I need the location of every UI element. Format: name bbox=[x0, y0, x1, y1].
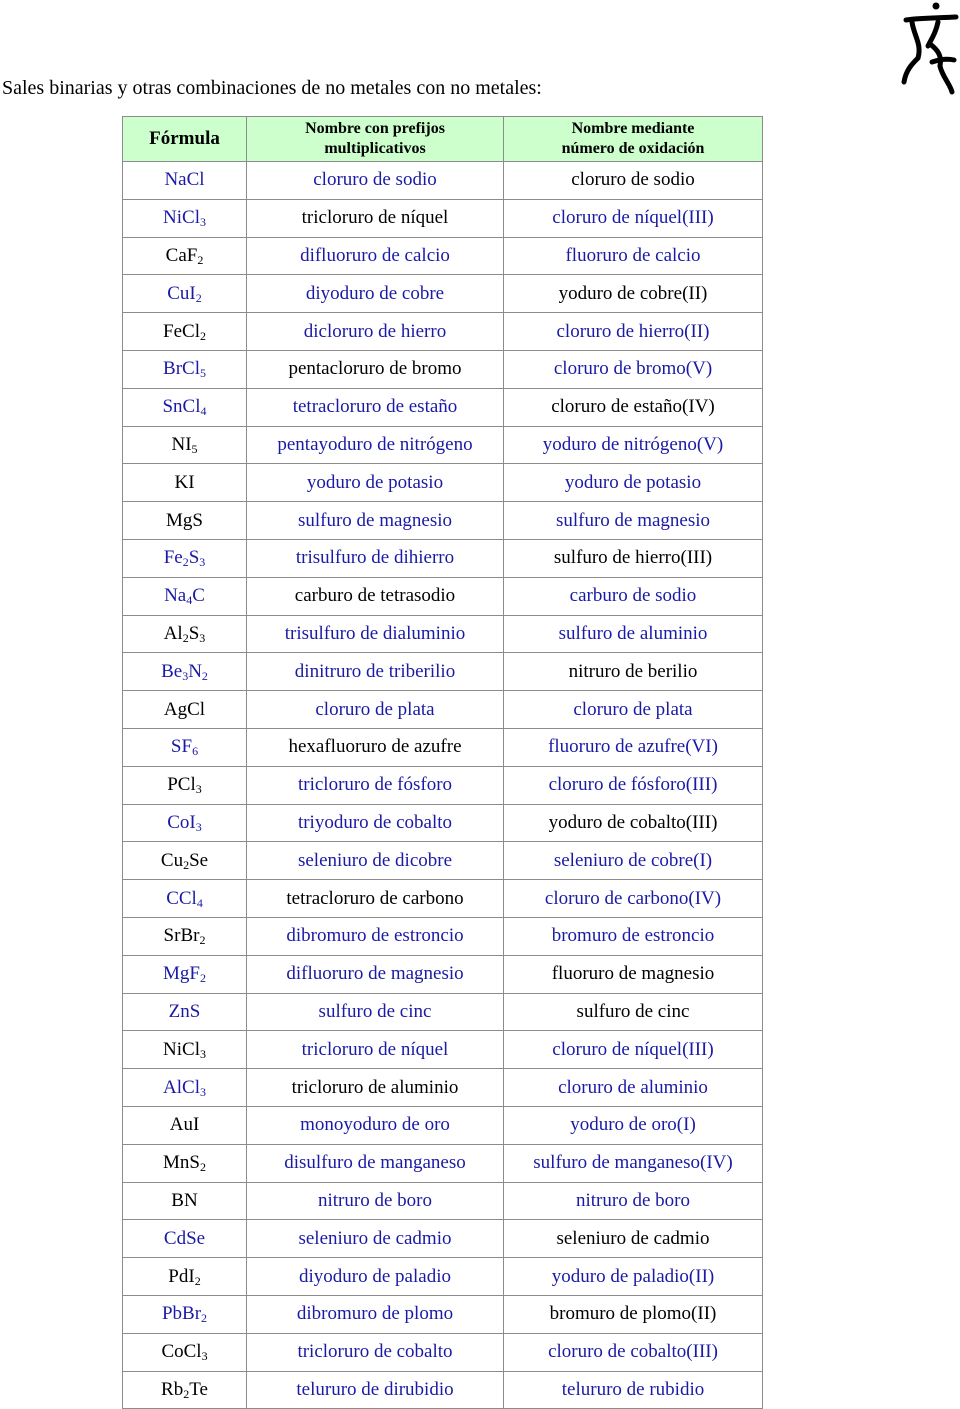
formula-symbol: BN bbox=[171, 1189, 198, 1211]
formula-cell bbox=[123, 1144, 247, 1182]
formula-cell bbox=[123, 1106, 247, 1144]
salts-table bbox=[122, 116, 763, 1409]
formula-cell bbox=[123, 502, 247, 540]
header-prefix-line2: multiplicativos bbox=[324, 140, 426, 157]
formula-cell bbox=[123, 766, 247, 804]
formula-subscript: 3 bbox=[195, 819, 202, 834]
formula-cell bbox=[123, 313, 247, 351]
table-row bbox=[123, 917, 763, 955]
formula-subscript: 3 bbox=[199, 215, 206, 230]
formula-symbol: Al bbox=[163, 622, 183, 644]
oxidation-name-cell: bromuro de estroncio bbox=[504, 917, 763, 955]
formula-symbol: MgF bbox=[163, 963, 200, 985]
formula-subscript: 4 bbox=[196, 895, 203, 910]
formula-cell bbox=[123, 162, 247, 200]
formula-symbol: Rb bbox=[161, 1378, 184, 1400]
formula-cell bbox=[123, 539, 247, 577]
table-row bbox=[123, 237, 763, 275]
formula-symbol: S bbox=[188, 622, 200, 644]
header-oxidation-line1: Nombre mediante bbox=[571, 120, 695, 137]
oxidation-name-cell: fluoruro de magnesio bbox=[504, 955, 763, 993]
formula-symbol: NI bbox=[171, 433, 192, 455]
table-row bbox=[123, 1371, 763, 1409]
formula-symbol: SnCl bbox=[162, 396, 201, 418]
formula-symbol: Na bbox=[164, 585, 187, 607]
oxidation-name-cell: sulfuro de manganeso(IV) bbox=[504, 1144, 763, 1182]
oxidation-name-cell: yoduro de potasio bbox=[504, 464, 763, 502]
formula-subscript: 4 bbox=[186, 593, 193, 608]
formula-symbol: MgS bbox=[166, 509, 203, 531]
prefix-name-cell: cloruro de plata bbox=[247, 691, 504, 729]
formula-cell bbox=[123, 615, 247, 653]
prefix-name-cell: difluoruro de magnesio bbox=[247, 955, 504, 993]
formula-cell bbox=[123, 917, 247, 955]
formula-cell bbox=[123, 653, 247, 691]
prefix-name-cell: tricloruro de fósforo bbox=[247, 766, 504, 804]
prefix-name-cell: tricloruro de aluminio bbox=[247, 1069, 504, 1107]
formula-subscript: 3 bbox=[182, 668, 189, 683]
formula-subscript: 2 bbox=[183, 1386, 190, 1401]
prefix-name-cell: pentacloruro de bromo bbox=[247, 350, 504, 388]
table-row bbox=[123, 955, 763, 993]
formula-subscript: 2 bbox=[182, 555, 189, 570]
prefix-name-cell: hexafluoruro de azufre bbox=[247, 728, 504, 766]
oxidation-name-cell: cloruro de cobalto(III) bbox=[504, 1333, 763, 1371]
table-body bbox=[123, 162, 763, 1409]
formula-symbol: AuI bbox=[169, 1114, 200, 1136]
formula-subscript: 5 bbox=[199, 366, 206, 381]
formula-symbol: Se bbox=[189, 849, 209, 871]
formula-symbol: CoCl bbox=[161, 1341, 202, 1363]
prefix-name-cell: triyoduro de cobalto bbox=[247, 804, 504, 842]
table-row bbox=[123, 993, 763, 1031]
formula-cell bbox=[123, 1371, 247, 1409]
formula-cell bbox=[123, 237, 247, 275]
formula-cell bbox=[123, 199, 247, 237]
prefix-name-cell: dinitruro de triberilio bbox=[247, 653, 504, 691]
formula-cell bbox=[123, 691, 247, 729]
formula-symbol: ZnS bbox=[168, 1000, 201, 1022]
oxidation-name-cell: cloruro de níquel(III) bbox=[504, 1031, 763, 1069]
formula-cell bbox=[123, 1295, 247, 1333]
prefix-name-cell: seleniuro de dicobre bbox=[247, 842, 504, 880]
prefix-name-cell: diyoduro de cobre bbox=[247, 275, 504, 313]
formula-subscript: 2 bbox=[183, 857, 190, 872]
prefix-name-cell: pentayoduro de nitrógeno bbox=[247, 426, 504, 464]
formula-subscript: 3 bbox=[201, 1349, 208, 1364]
oxidation-name-cell: cloruro de níquel(III) bbox=[504, 199, 763, 237]
formula-subscript: 3 bbox=[199, 1046, 206, 1061]
header-prefix-line1: Nombre con prefijos bbox=[305, 120, 445, 137]
formula-subscript: 2 bbox=[182, 630, 189, 645]
formula-symbol: Fe bbox=[163, 547, 183, 569]
formula-cell bbox=[123, 1220, 247, 1258]
prefix-name-cell: difluoruro de calcio bbox=[247, 237, 504, 275]
table-row bbox=[123, 842, 763, 880]
formula-subscript: 3 bbox=[199, 630, 206, 645]
formula-symbol: NiCl bbox=[163, 1038, 200, 1060]
oxidation-name-cell: telururo de rubidio bbox=[504, 1371, 763, 1409]
oxidation-name-cell: fluoruro de azufre(VI) bbox=[504, 728, 763, 766]
oxidation-name-cell: sulfuro de cinc bbox=[504, 993, 763, 1031]
oxidation-name-cell: sulfuro de hierro(III) bbox=[504, 539, 763, 577]
prefix-name-cell: tricloruro de níquel bbox=[247, 199, 504, 237]
table-row bbox=[123, 313, 763, 351]
formula-cell bbox=[123, 804, 247, 842]
formula-cell bbox=[123, 1182, 247, 1220]
header-prefix-name bbox=[247, 117, 504, 162]
formula-symbol: PbBr bbox=[161, 1303, 202, 1325]
table-row bbox=[123, 1258, 763, 1296]
formula-cell bbox=[123, 1333, 247, 1371]
formula-subscript: 2 bbox=[199, 933, 206, 948]
oxidation-name-cell: cloruro de estaño(IV) bbox=[504, 388, 763, 426]
formula-subscript: 2 bbox=[195, 290, 202, 305]
prefix-name-cell: telururo de dirubidio bbox=[247, 1371, 504, 1409]
oxidation-name-cell: cloruro de carbono(IV) bbox=[504, 880, 763, 918]
prefix-name-cell: trisulfuro de dialuminio bbox=[247, 615, 504, 653]
oxidation-name-cell: cloruro de fósforo(III) bbox=[504, 766, 763, 804]
formula-symbol: CdSe bbox=[163, 1227, 206, 1249]
formula-symbol: AlCl bbox=[163, 1076, 200, 1098]
formula-subscript: 3 bbox=[195, 782, 202, 797]
table-row bbox=[123, 653, 763, 691]
table-row bbox=[123, 162, 763, 200]
formula-symbol: NaCl bbox=[164, 169, 205, 191]
formula-symbol: FeCl bbox=[163, 320, 200, 342]
prefix-name-cell: sulfuro de cinc bbox=[247, 993, 504, 1031]
table-row bbox=[123, 804, 763, 842]
formula-cell bbox=[123, 842, 247, 880]
formula-cell bbox=[123, 993, 247, 1031]
table-row bbox=[123, 426, 763, 464]
formula-subscript: 2 bbox=[201, 668, 208, 683]
formula-symbol: Cu bbox=[160, 849, 184, 871]
table-row bbox=[123, 199, 763, 237]
formula-subscript: 2 bbox=[199, 1160, 206, 1175]
formula-symbol: PdI bbox=[168, 1265, 195, 1287]
oxidation-name-cell: seleniuro de cadmio bbox=[504, 1220, 763, 1258]
prefix-name-cell: seleniuro de cadmio bbox=[247, 1220, 504, 1258]
oxidation-name-cell: cloruro de bromo(V) bbox=[504, 350, 763, 388]
formula-cell bbox=[123, 728, 247, 766]
oxidation-name-cell: yoduro de cobre(II) bbox=[504, 275, 763, 313]
oxidation-name-cell: yoduro de nitrógeno(V) bbox=[504, 426, 763, 464]
table-header-row bbox=[123, 117, 763, 162]
prefix-name-cell: monoyoduro de oro bbox=[247, 1106, 504, 1144]
header-oxidation-name bbox=[504, 117, 763, 162]
formula-symbol: Te bbox=[189, 1378, 208, 1400]
oxidation-name-cell: seleniuro de cobre(I) bbox=[504, 842, 763, 880]
formula-subscript: 3 bbox=[199, 555, 206, 570]
prefix-name-cell: sulfuro de magnesio bbox=[247, 502, 504, 540]
formula-subscript: 2 bbox=[197, 252, 204, 267]
formula-symbol: MnS bbox=[163, 1152, 200, 1174]
formula-cell bbox=[123, 350, 247, 388]
table-row bbox=[123, 275, 763, 313]
table-row bbox=[123, 1144, 763, 1182]
oxidation-name-cell: sulfuro de aluminio bbox=[504, 615, 763, 653]
table-row bbox=[123, 691, 763, 729]
table-row bbox=[123, 1220, 763, 1258]
table-row bbox=[123, 388, 763, 426]
formula-cell bbox=[123, 275, 247, 313]
table-row bbox=[123, 766, 763, 804]
formula-cell bbox=[123, 464, 247, 502]
formula-cell bbox=[123, 880, 247, 918]
header-oxidation-line2: número de oxidación bbox=[561, 140, 705, 157]
table-row bbox=[123, 577, 763, 615]
formula-symbol: CaF bbox=[165, 244, 198, 266]
oxidation-name-cell: yoduro de cobalto(III) bbox=[504, 804, 763, 842]
prefix-name-cell: disulfuro de manganeso bbox=[247, 1144, 504, 1182]
formula-symbol: AgCl bbox=[163, 698, 206, 720]
formula-symbol: PCl bbox=[167, 774, 196, 796]
formula-symbol: S bbox=[188, 547, 200, 569]
oxidation-name-cell: cloruro de aluminio bbox=[504, 1069, 763, 1107]
header-formula: Fórmula bbox=[123, 117, 247, 162]
table-row bbox=[123, 502, 763, 540]
formula-subscript: 2 bbox=[199, 328, 206, 343]
formula-symbol: SF bbox=[170, 736, 193, 758]
table-row bbox=[123, 880, 763, 918]
table-row bbox=[123, 728, 763, 766]
oxidation-name-cell: sulfuro de magnesio bbox=[504, 502, 763, 540]
formula-symbol: C bbox=[192, 585, 205, 607]
formula-symbol: CuI bbox=[167, 282, 196, 304]
prefix-name-cell: nitruro de boro bbox=[247, 1182, 504, 1220]
formula-cell bbox=[123, 388, 247, 426]
table-row bbox=[123, 1182, 763, 1220]
formula-symbol: KI bbox=[174, 471, 195, 493]
oxidation-name-cell: cloruro de sodio bbox=[504, 162, 763, 200]
formula-cell bbox=[123, 1069, 247, 1107]
formula-subscript: 2 bbox=[201, 1311, 208, 1326]
formula-symbol: N bbox=[188, 660, 202, 682]
formula-cell bbox=[123, 426, 247, 464]
oxidation-name-cell: cloruro de plata bbox=[504, 691, 763, 729]
oxidation-name-cell: yoduro de paladio(II) bbox=[504, 1258, 763, 1296]
oxidation-name-cell: bromuro de plomo(II) bbox=[504, 1295, 763, 1333]
table-row bbox=[123, 1106, 763, 1144]
prefix-name-cell: dibromuro de estroncio bbox=[247, 917, 504, 955]
prefix-name-cell: cloruro de sodio bbox=[247, 162, 504, 200]
oxidation-name-cell: carburo de sodio bbox=[504, 577, 763, 615]
oxidation-name-cell: nitruro de berilio bbox=[504, 653, 763, 691]
formula-subscript: 2 bbox=[199, 971, 206, 986]
prefix-name-cell: dibromuro de plomo bbox=[247, 1295, 504, 1333]
prefix-name-cell: yoduro de potasio bbox=[247, 464, 504, 502]
formula-symbol: NiCl bbox=[163, 207, 200, 229]
table-row bbox=[123, 1333, 763, 1371]
formula-symbol: SrBr bbox=[163, 925, 200, 947]
formula-cell bbox=[123, 577, 247, 615]
formula-symbol: CoI bbox=[167, 811, 196, 833]
formula-subscript: 5 bbox=[191, 441, 198, 456]
prefix-name-cell: tricloruro de níquel bbox=[247, 1031, 504, 1069]
table-row bbox=[123, 350, 763, 388]
table-row bbox=[123, 615, 763, 653]
prefix-name-cell: tetracloruro de estaño bbox=[247, 388, 504, 426]
formula-cell bbox=[123, 1031, 247, 1069]
formula-subscript: 6 bbox=[192, 744, 199, 759]
oxidation-name-cell: nitruro de boro bbox=[504, 1182, 763, 1220]
prefix-name-cell: diyoduro de paladio bbox=[247, 1258, 504, 1296]
oxidation-name-cell: cloruro de hierro(II) bbox=[504, 313, 763, 351]
formula-subscript: 2 bbox=[194, 1273, 201, 1288]
stylized-figure-logo bbox=[898, 0, 960, 96]
formula-symbol: BrCl bbox=[163, 358, 200, 380]
prefix-name-cell: tetracloruro de carbono bbox=[247, 880, 504, 918]
table-row bbox=[123, 1031, 763, 1069]
prefix-name-cell: carburo de tetrasodio bbox=[247, 577, 504, 615]
formula-subscript: 3 bbox=[199, 1084, 206, 1099]
prefix-name-cell: trisulfuro de dihierro bbox=[247, 539, 504, 577]
table-row bbox=[123, 464, 763, 502]
prefix-name-cell: dicloruro de hierro bbox=[247, 313, 504, 351]
table-row bbox=[123, 1069, 763, 1107]
formula-cell bbox=[123, 955, 247, 993]
formula-symbol: CCl bbox=[166, 887, 197, 909]
table-row bbox=[123, 539, 763, 577]
formula-symbol: Be bbox=[161, 660, 183, 682]
formula-subscript: 4 bbox=[200, 404, 207, 419]
formula-cell bbox=[123, 1258, 247, 1296]
prefix-name-cell: tricloruro de cobalto bbox=[247, 1333, 504, 1371]
oxidation-name-cell: fluoruro de calcio bbox=[504, 237, 763, 275]
page-title: Sales binarias y otras combinaciones de no metales con no metales: bbox=[2, 77, 542, 99]
oxidation-name-cell: yoduro de oro(I) bbox=[504, 1106, 763, 1144]
table-row bbox=[123, 1295, 763, 1333]
